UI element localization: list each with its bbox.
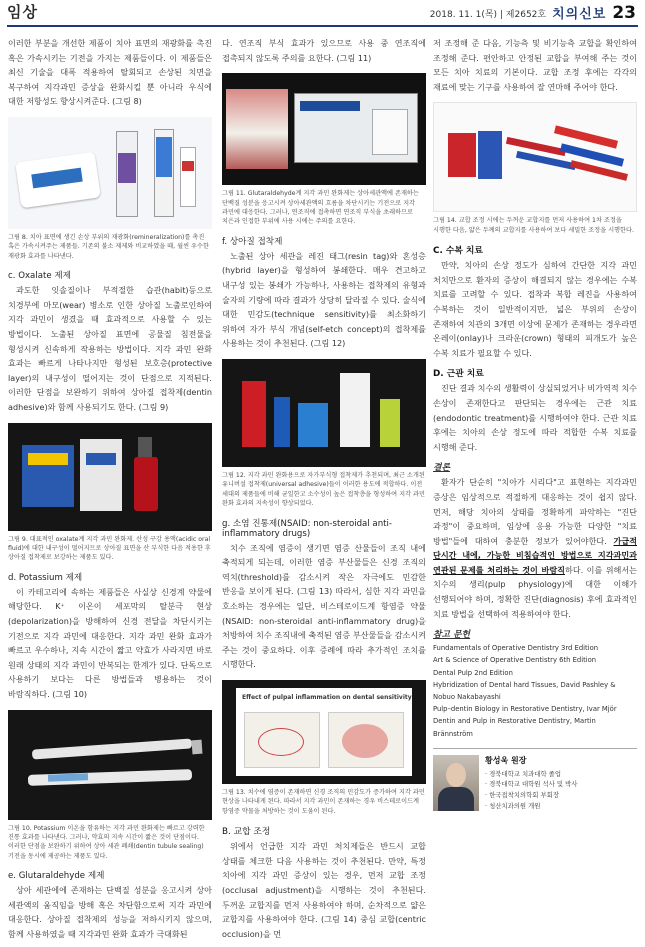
figure-14-caption: 그림 14. 교합 조정 시에는 두꺼운 교합지를 먼저 사용하여 1차 조정을 시행한 다음, 얇은 두께의 교합지를 사용하여 보다 세밀한 조정을 시행한다. — [433, 217, 634, 234]
glutaraldehyde-paragraph: 상아 세관에에 존재하는 단백질 성분을 응고시켜 상아 세관액의 움직임을 방해 혹은 차단함으로써 지각 과민에 대응한다. 상아질 접착제의 성능을 저하시키지 않으며, 함께 사용하였을 때 지각과민 완화 효과가 극대화된 — [8, 885, 212, 939]
reference-item: Dental Pulp 2nd Edition — [433, 668, 513, 677]
reference-item: Hybridization of Dental hard Tissues, David Pashley & Nobuo Nakabayashi — [433, 680, 616, 702]
figure-13-image — [222, 680, 426, 784]
heading-endodontic: D. 근관 치료 — [433, 369, 484, 380]
restorative-paragraph: 만약, 치아의 손상 정도가 심하여 간단한 지각 과민 처치만으로 환자의 증상이 해결되지 않는 경우에는 수복 치료를 고려할 수 있다. 접착과 복합 레진을 사용하여 수복하는 것이 일반적이지만, 넓은 부위의 손상이 존재하여 치관의 3개면 이상에 문제가 존재하는 경우라면 온레이(onlay)나 크라운(crown) 형태의 피개도가 높은 수복 치료가 필요할 수 있다. — [433, 260, 637, 358]
figure-13-chart-title: Effect of pulpal inflammation on dental sensitivity — [242, 693, 412, 701]
heading-adhesive: f. 상아질 접착제 — [222, 236, 283, 247]
header-right — [430, 3, 636, 23]
author-name: 황성욱 원장 — [485, 755, 527, 765]
heading-nsaid: g. 소염 진통제(NSAID: non-steroidal anti-inflammatory drugs) — [222, 518, 392, 539]
nsaid-paragraph: 치수 조직에 염증이 생기면 염증 산물들이 조직 내에 축적되게 되는데, 이러한 염증 부산물들은 신경 조직의 역치(threshold)를 감소시켜 작은 자극에도 민감한 반응을 보이게 된다. (그림 13) 따라서, 심한 지각 과민을 호소하는 경우에는 일단, 비스테로이드계 항염증 약물(NSAID: non-steroidal anti-inflammatory drug)을 처방하여 치수 조직내에 축적된 염증 부산물들을 감소시켜 주는 것이 중요하다. 이후 증례에 따라 추가적인 조치를 시행한다. — [222, 542, 426, 670]
heading-potassium: d. Potassium 제제 — [8, 572, 83, 583]
heading-oxalate: c. Oxalate 제제 — [8, 271, 71, 282]
figure-14-image — [433, 102, 637, 212]
heading-references: 참고 문헌 — [433, 630, 471, 641]
heading-restorative: C. 수복 치료 — [433, 246, 483, 257]
reference-item: Fundamentals of Operative Dentistry 3rd Edition — [433, 644, 599, 653]
page-number: 23 — [612, 3, 636, 23]
author-details — [485, 755, 577, 811]
col1-paragraph-1: 이러한 부분을 개선한 제품이 치아 표면의 재광화를 촉진 혹은 가속시키는 기전을 가지는 제품들이다. 이 제품들은 최신 기술을 대폭 적용하여 탈회되고 손상된 치면을 복구하여 지각과민 증상을 완화시킬 뿐 아니라 우식에 대한 저항성도 향상시켜준다. (그림 8) — [8, 38, 212, 107]
author-bio — [433, 748, 637, 811]
author-credential: · 청산치과의원 개원 — [485, 801, 541, 810]
reference-item: Dentin and Pulp in Restorative Dentistry, Martin Brännström — [433, 717, 596, 738]
issue-date: 2018. 11. 1(목) | 제2652호 — [429, 10, 547, 20]
author-credential: · 한국접착치의학회 부회장 — [485, 791, 560, 800]
figure-10-caption: 그림 10. Potassium 이온을 함유하는 지각 과민 완화제는 빠르고 강력한 진통 효과를 나타낸다. 그러나, 약효의 지속 시간이 짧은 것이 단점이다. 이러한 단점을 보완하기 위하여 상아 세관 폐쇄(dentin tubule sealing) 기전을 동시에 제공하는 제품도 있다. — [8, 824, 205, 860]
figure-8-image — [8, 117, 212, 229]
figure-9-image — [8, 423, 212, 531]
heading-glutaraldehyde: e. Glutaraldehyde 제제 — [8, 871, 105, 882]
figure-12-image — [222, 359, 426, 467]
heading-occlusal: B. 교합 조정 — [222, 827, 271, 838]
figure-12-caption: 그림 12. 지각 과민 완화용으로 자가부식형 접착제가 추천되며, 최근 소개된 유니버설 접착제(universal adhesive)들이 이러한 용도에 적합하다. 이전 세대의 제품들에 비해 균일한고 소수성이 높은 접착층을 형성하여 지각 과민 완화 효과의 지속성이 향상되었다. — [222, 471, 425, 508]
occlusal-paragraph: 위에서 언급한 지각 과민 처치제들은 반드시 교합 상태를 체크한 다음 사용하는 것이 추천된다. 만약, 특정 치아에 지각 과민 증상이 있는 경우, 먼저 교합 조정(occlusal adjustment)을 시행하는 것이 추천된다. 두꺼운 교합지를 먼저 사용하여야 하며, 순차적으로 얇은 교합지를 사용하여야 한다. (그림 14) 중심 교합(centric occlusion)을 먼 — [222, 841, 426, 939]
adhesive-paragraph: 노출된 상아 세관을 레진 태그(resin tag)와 혼성층(hybrid layer)을 형성하여 봉쇄한다. 매우 견고하고 내구성 있는 봉쇄가 가능하나, 사용하는 접착제의 유형과 술자의 기량에 따라 결과가 상당히 달라질 수 있다. 술식에 대한 민감도(technique sensitivity)를 최소화하기 위하여 자가 부식 개념(self-etch concept)의 접착제를 사용하는 것이 추천된다. (그림 12) — [222, 250, 426, 349]
reference-list — [433, 642, 637, 740]
col2-paragraph-1: 다. 연조직 부식 효과가 있으므로 사용 중 연조직에 접촉되지 않도록 주의를 요한다. (그림 11) — [222, 38, 426, 63]
author-credential: · 경북대학교 대학원 석사 및 박사 — [485, 780, 578, 789]
column-1 — [8, 36, 212, 942]
figure-11-caption: 그림 11. Glutaraldehyde계 지각 과민 완화제는 상아세관액에 존재하는 단백질 성분을 응고시켜 상아세관액의 흐름을 차단시키는 기전으로 지각 과민에 대응한다. 그러나, 연조직에 접촉하면 연조직 부식을 초래하므로 치은과 인접한 부위에 사용 시에는 주의를 요한다. — [222, 190, 419, 226]
conclusion-paragraph — [433, 475, 637, 621]
author-photo — [433, 755, 479, 811]
column-2 — [222, 36, 426, 941]
heading-conclusion: 결론 — [433, 463, 450, 474]
col3-paragraph-1: 저 조정해 준 다음, 기능측 및 비기능측 교합을 확인하여 조정해 준다. 편안하고 안정된 교합을 부여해 주는 것이 모든 치아 치료의 기본이다. 교합 조정 후에는 각각의 재료에 맞는 기구를 사용하여 잘 연마해 주어야 한다. — [433, 38, 637, 92]
conclusion-text-2: 하다. 이를 위해서는 치수의 생리(pulp physiology)에 대한 이해가 선행되어야 하며, 정확한 진단(diagnosis) 후에 효과적인 치료 방법을 선택하여 적용하여야 한다. — [433, 564, 637, 619]
figure-9-caption: 그림 9. 대표적인 oxalate계 지각 과민 완화제. 산성 구강 용액(acidic oral fluid)에 대한 내구성이 떨어지므로 상아질 표면을 산 부식한 다음 적용한 후 상아질 접착제로 보강하는 제품도 있다. — [8, 535, 211, 562]
potassium-paragraph: 이 카테고리에 속하는 제품들은 사실상 신경계 약물에 해당한다. K⁺ 이온이 세포막의 탈분극 현상(depolarization)을 방해하여 신경 전달을 차단시키는 기전으로 지각 과민에 대응한다. 지각 과민 완화 효과가 빠르고 우수하나, 지속 시간이 짧고 약효가 사라지면 바로 원래 상태의 지각 과민이 반복되는 한계가 있다. 단독으로 사용하기 보다는 다른 방법들과 병용하는 것이 바람직하다. (그림 10) — [8, 586, 212, 699]
oxalate-paragraph: 과도한 잇솔질이나 부적절한 습관(habit)등으로 치경부에 마모(wear) 병소로 인한 상아질 노출로인하여 지각 과민이 생겼을 때 효과적으로 사용할 수 있는 방법이다. 노출된 상아질 표면에 공물질 침전물을 형성시켜 신속하게 작용하는 방법이다. 지각 과민 완화 효과는 빠르게 나타나지만 형성된 보호층(protective layer)의 내구성이 떨어지는 것이 단점으로 지적된다. 이러한 단점을 보완하기 위하여 상아질 접착제(dentin adhesive)와 함께 사용되기도 한다. (그림 9) — [8, 285, 212, 412]
reference-item: Pulp–dentin Biology in Restorative Dentistry, Ivar Mjör — [433, 705, 617, 714]
column-3 — [433, 36, 637, 811]
conclusion-emphasis: 가급적 단시간 내에, 가능한 비침습적인 방법으로 지각과민과 연관된 문제를 처리하는 것이 바람직 — [433, 535, 637, 575]
figure-11-image — [222, 73, 426, 185]
newspaper-logo: 치의신보 — [552, 7, 607, 22]
figure-13-caption: 그림 13. 치수에 염증이 존재하면 신경 조직의 민감도가 증가하여 지각 과민 현상을 나타내게 된다. 따라서 지각 과민이 존재하는 경우 비스테로이드계 항염증 약물을 처방하는 것이 도움이 된다. — [222, 788, 425, 815]
reference-item: Art & Science of Operative Dentistry 6th Edition — [433, 656, 597, 665]
conclusion-text-1: 환자가 단순히 "치아가 시리다"고 표현하는 지각과민 증상은 임상적으로 적절하게 대응하는 것이 쉽지 않다. 먼저, 해당 치아의 상태를 정확하게 파악하는 "진단 과정"이 중요하며, 임상에 응용 가능한 다양한 "치료 방법"들에 대하여 충분한 정보가 있어야한다. — [433, 477, 637, 546]
figure-8-caption: 그림 8. 치아 표면에 생긴 손상 부위의 재광화(remineralization)를 촉진 혹은 가속시켜주는 제품들. 기존의 불소 제제와 비교하였을 때, 월씬 우수한 재광화 효과를 나타낸다. — [8, 233, 209, 260]
endodontic-paragraph: 진단 결과 치수의 생활력이 상실되었거나 비가역적 치수 손상이 존재한다고 판단되는 경우에는 근관 치료(endodontic treatment)를 시행하여야 한다. 근관 치료 후에는 치아의 손상 정도에 따라 적합한 수복 치료를 시행해 준다. — [433, 383, 637, 452]
author-credential: · 경북대학교 치과대학 졸업 — [485, 769, 562, 778]
section-title: 임상 — [7, 3, 38, 21]
figure-10-image — [8, 710, 212, 820]
header-rule — [7, 25, 638, 27]
page-header — [0, 0, 645, 28]
